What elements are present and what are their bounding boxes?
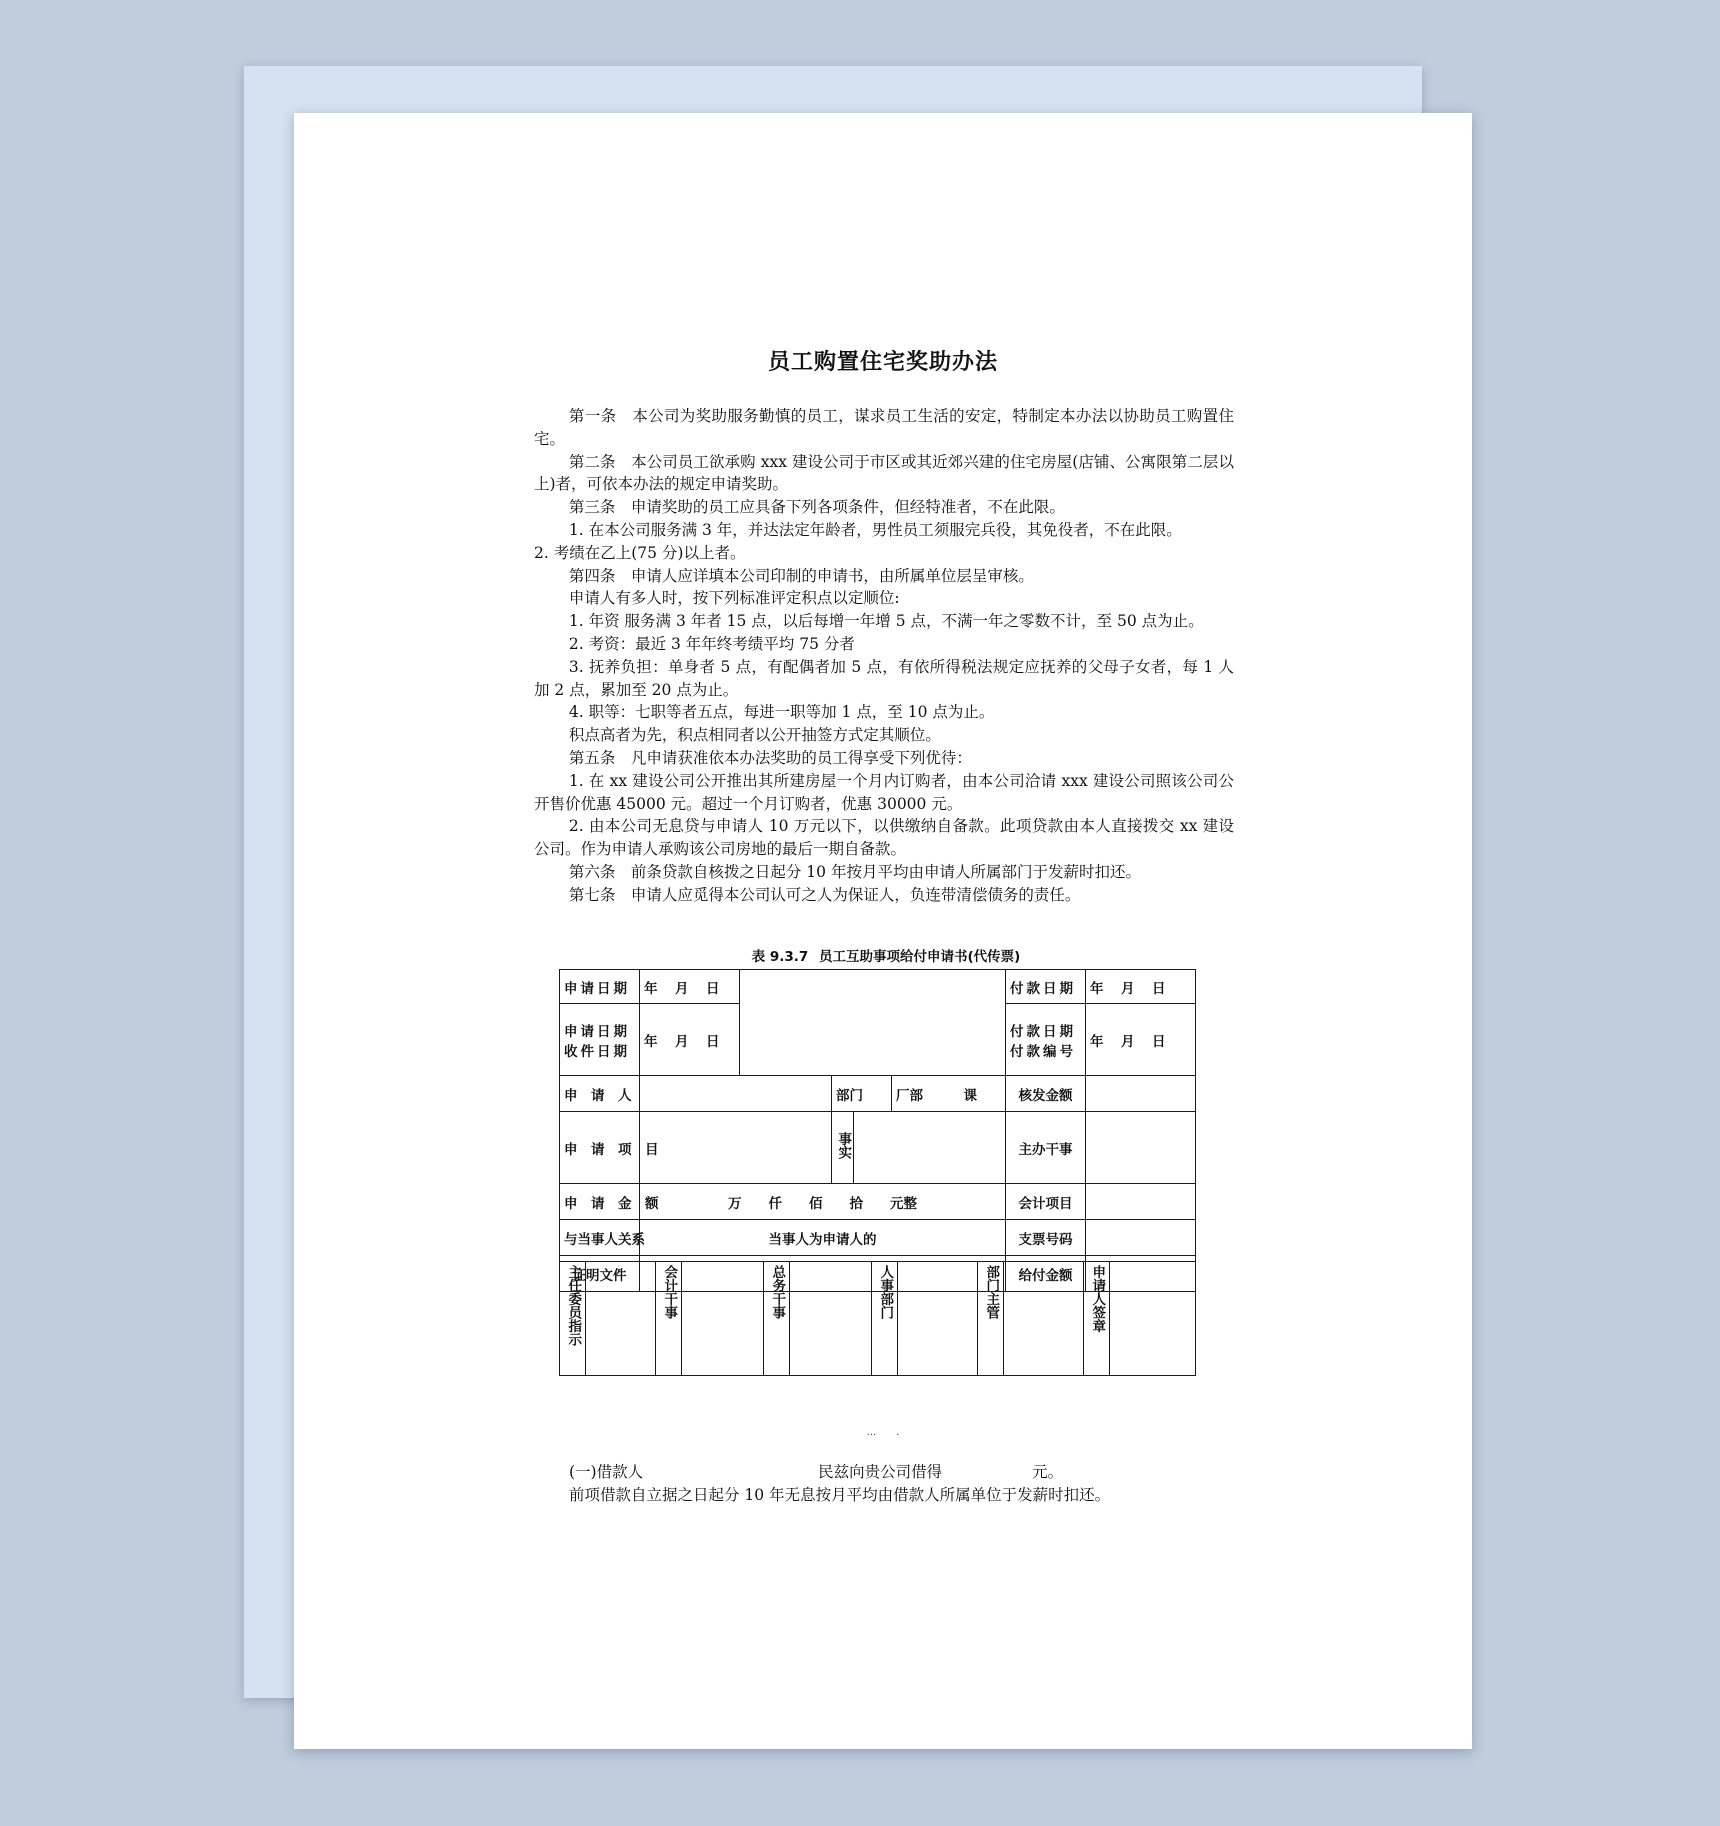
loan-borrow-text: 民兹向贵公司借得: [818, 1463, 943, 1481]
paragraph: 2. 由本公司无息贷与申请人 10 万元以下，以供缴纳自备款。此项贷款由本人直接拨交 xx 建设公司。作为申请人承购该公司房地的最后一期自备款。: [534, 817, 1234, 859]
pay-no-value: 年 月 日: [1086, 1004, 1196, 1076]
paragraph: 第三条 申请奖助的员工应具备下列各项条件，但经特准者，不在此限。: [568, 498, 1065, 517]
sign-applicant-label: 申请人签章: [1084, 1262, 1110, 1376]
paragraph: 1. 年资 服务满 3 年者 15 点，以后每增一年增 5 点，不满一年之零数不计，至 50 点为止。: [568, 612, 1204, 631]
account-item-value: [1086, 1184, 1196, 1220]
relation-value: 当事人为申请人的: [640, 1220, 1006, 1256]
apply-recv-date-label: 申请日期 收件日期: [560, 1004, 640, 1076]
paragraph: 3. 抚养负担：单身者 5 点，有配偶者加 5 点，有依所得税法规定应抚养的父母子女者，每 1 人加 2 点，累加至 20 点为止。: [534, 657, 1234, 699]
amount-value: 万 仟 佰 拾 元整: [640, 1184, 1006, 1220]
apply-date-value: 年 月 日: [640, 970, 740, 1004]
pay-date-label: 付款日期: [1006, 970, 1086, 1004]
cheque-no-value: [1086, 1220, 1196, 1256]
pay-date-value: 年 月 日: [1086, 970, 1196, 1004]
sign-accountant-label: 会计干事: [656, 1262, 682, 1376]
paragraph: 第五条 凡申请获准依本办法奖助的员工得享受下列优待：: [568, 748, 972, 767]
paragraph: 第一条 本公司为奖助服务勤慎的员工，谋求员工生活的安定，特制定本办法以协助员工购置住宅。: [534, 407, 1234, 448]
paragraph: 4. 职等：七职等者五点，每进一职等加 1 点，至 10 点为止。: [568, 703, 995, 722]
dept-value: 厂部 课: [892, 1076, 1006, 1112]
loan-borrower: (一)借款人: [569, 1463, 644, 1481]
handler-label: 主办干事: [1006, 1112, 1086, 1184]
document-body: [534, 405, 1234, 907]
ellipsis-marks: ··· ·: [866, 1430, 900, 1441]
relation-label: 与当事人关系: [560, 1220, 640, 1256]
amount-label: 申 请 金 额: [560, 1184, 640, 1220]
cert-label: 证明文件: [560, 1256, 640, 1292]
sign-dept-head-box: [1004, 1262, 1084, 1376]
apply-recv-date-value: 年 月 日: [640, 1004, 740, 1076]
signature-table: [559, 1261, 1196, 1376]
pay-amount-label: 给付金额: [1006, 1256, 1086, 1292]
sign-general-affairs-label: 总务干事: [764, 1262, 790, 1376]
sign-hr-box: [898, 1262, 978, 1376]
dept-label: 部门: [832, 1076, 892, 1112]
application-form-table: [559, 969, 1196, 1292]
paragraph: 第四条 申请人应详填本公司印制的申请书，由所属单位层呈审核。: [568, 566, 1034, 585]
cheque-no-label: 支票号码: [1006, 1220, 1086, 1256]
approved-amount-label: 核发金额: [1006, 1076, 1086, 1112]
paragraph: 2. 考资：最近 3 年年终考绩平均 75 分者: [568, 634, 855, 653]
sign-dept-head-label: 部门主管: [978, 1262, 1004, 1376]
loan-line: [569, 1460, 1063, 1482]
document-page: [294, 113, 1472, 1749]
applicant-value: [640, 1076, 832, 1112]
applicant-label: 申 请 人: [560, 1076, 640, 1112]
paragraph: 积点高者为先，积点相同者以公开抽签方式定其顺位。: [568, 726, 941, 745]
paragraph: 第二条 本公司员工欲承购 xxx 建设公司于市区或其近郊兴建的住宅房屋(店铺、公寓限第二层以上)者，可依本办法的规定申请奖助。: [534, 452, 1234, 494]
pay-no-label: 付款日期 付款编号: [1006, 1004, 1086, 1076]
table-title: 员工互助事项给付申请书(代传票): [819, 949, 1021, 965]
paragraph: 1. 在本公司服务满 3 年，并达法定年龄者，男性员工须服完兵役，其免役者，不在此限。: [568, 520, 1182, 539]
paragraph: 2. 考绩在乙上(75 分)以上者。: [534, 543, 746, 562]
sign-accountant-box: [682, 1262, 764, 1376]
sign-general-affairs-box: [790, 1262, 872, 1376]
fact-label: 事实: [832, 1112, 854, 1184]
item-label: 申 请 项 目: [560, 1112, 640, 1184]
sign-director-box: [586, 1262, 656, 1376]
item-value: [640, 1112, 832, 1184]
approved-amount-value: [1086, 1076, 1196, 1112]
paragraph: 申请人有多人时，按下列标准评定积点以定顺位:: [568, 589, 900, 608]
handler-value: [1086, 1112, 1196, 1184]
paragraph: 第七条 申请人应觅得本公司认可之人为保证人，负连带清偿债务的责任。: [568, 885, 1081, 904]
header-blank: [740, 970, 1006, 1076]
account-item-label: 会计项目: [1006, 1184, 1086, 1220]
loan-repay-line: 前项借款自立据之日起分 10 年无息按月平均由借款人所属单位于发薪时扣还。: [569, 1486, 1111, 1504]
table-number: 表 9.3.7: [751, 949, 809, 965]
table-caption: [294, 945, 1472, 965]
document-title: 员工购置住宅奖助办法: [767, 350, 998, 375]
sign-applicant-box: [1110, 1262, 1196, 1376]
sign-hr-label: 人事部门: [872, 1262, 898, 1376]
paragraph: 第六条 前条贷款自核拨之日起分 10 年按月平均由申请人所属部门于发薪时扣还。: [568, 862, 1141, 881]
sign-director-label: 主任委员指示: [560, 1262, 586, 1376]
loan-unit: 元。: [1032, 1463, 1064, 1481]
apply-date-label: 申请日期: [560, 970, 640, 1004]
paragraph: 1. 在 xx 建设公司公开推出其所建房屋一个月内订购者，由本公司洽请 xxx 建设公司照该公司公开售价优惠 45000 元。超过一个月订购者，优惠 30000 元。: [534, 771, 1234, 813]
fact-value: [854, 1112, 1006, 1184]
